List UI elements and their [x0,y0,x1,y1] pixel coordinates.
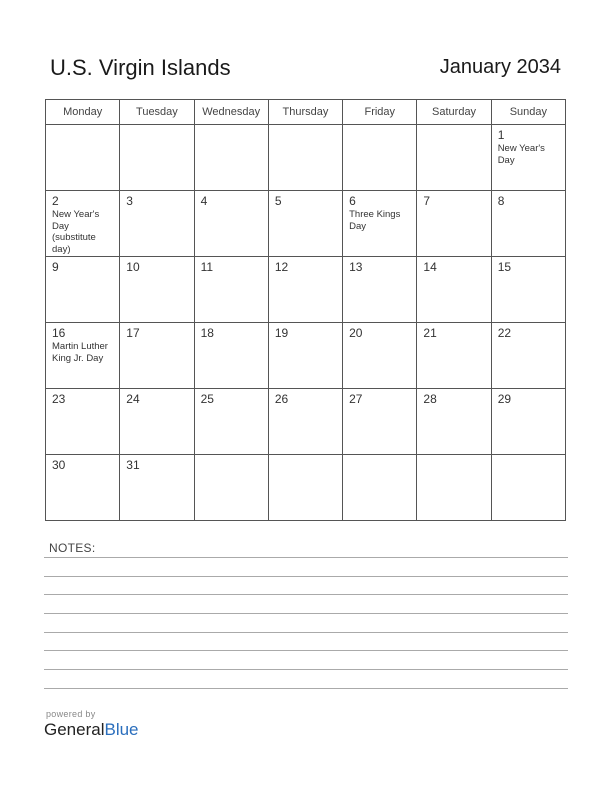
day-number: 6 [349,194,356,208]
calendar-empty-cell [417,125,491,191]
calendar-day-cell [46,257,120,323]
calendar-day-cell [120,455,194,521]
notes-line [44,650,568,651]
calendar-week-row [46,191,566,257]
weekday-header-saturday: Saturday [417,100,491,125]
notes-line [44,632,568,633]
day-number: 21 [423,326,437,340]
weekday-header-tuesday: Tuesday [120,100,194,125]
holiday-label: Martin Luther King Jr. Day [52,341,108,364]
weekday-header-monday: Monday [46,100,120,125]
day-number: 24 [126,392,140,406]
day-number: 1 [497,128,505,142]
day-number: 20 [349,326,363,340]
day-number: 19 [274,326,289,340]
day-number: 11 [200,260,214,274]
calendar-empty-cell [343,125,417,191]
notes-line [44,613,568,614]
calendar-day-cell [491,389,565,455]
calendar-day-cell [46,455,120,521]
calendar-day-cell [46,191,120,257]
weekday-header-thursday: Thursday [268,100,342,125]
calendar-day-cell [343,323,417,389]
notes-line [44,594,568,595]
day-number: 27 [349,392,363,406]
day-number: 16 [52,326,66,340]
day-number: 30 [52,458,66,472]
day-number: 18 [200,326,214,340]
calendar-month-title: January 2034 [439,56,561,78]
day-number: 2 [52,194,59,208]
calendar-day-cell [343,389,417,455]
notes-line [44,688,568,689]
calendar-week-row [46,323,566,389]
notes-line [44,557,568,558]
day-number: 10 [126,260,140,274]
calendar-day-cell [417,389,491,455]
calendar-empty-cell [417,455,491,521]
weekday-header-friday: Friday [343,100,417,125]
calendar-day-cell [343,191,417,257]
calendar-day-cell [194,257,268,323]
calendar-country-title: U.S. Virgin Islands [50,55,231,80]
day-number: 4 [200,194,208,208]
generalblue-logo[interactable] [44,720,139,740]
notes-line [44,669,568,670]
calendar-day-cell [46,323,120,389]
calendar-day-cell [120,191,194,257]
calendar-empty-cell [194,125,268,191]
logo-general-text: General [44,720,105,739]
day-number: 29 [497,392,512,406]
day-number: 7 [423,194,431,208]
calendar-day-cell [268,389,342,455]
calendar-week-row [46,389,566,455]
holiday-label: Three Kings Day [349,209,401,232]
calendar-empty-cell [194,455,268,521]
day-number: 28 [423,392,437,406]
calendar-day-cell [491,191,565,257]
calendar-week-row [46,125,566,191]
calendar-empty-cell [491,455,565,521]
day-number: 13 [349,260,363,274]
calendar-day-cell [417,191,491,257]
calendar-day-cell [268,191,342,257]
calendar-day-cell [120,323,194,389]
calendar-day-cell [417,257,491,323]
calendar-empty-cell [268,455,342,521]
powered-by-text: powered by [46,709,96,719]
day-number: 8 [497,194,505,208]
calendar-empty-cell [343,455,417,521]
calendar-day-cell [46,389,120,455]
day-number: 31 [126,458,140,472]
calendar-body [46,125,566,521]
calendar-week-row [46,455,566,521]
day-number: 22 [497,326,512,340]
day-number: 5 [274,194,282,208]
calendar-day-cell [417,323,491,389]
day-number: 14 [423,260,437,274]
holiday-label: New Year's Day (substitute day) [52,209,100,255]
calendar-day-cell [491,125,565,191]
day-number: 12 [274,260,289,274]
logo-blue-text: Blue [104,720,139,739]
holiday-label: New Year's Day [497,143,545,166]
notes-line [44,576,568,577]
calendar-day-cell [491,257,565,323]
calendar-empty-cell [46,125,120,191]
weekday-header-wednesday: Wednesday [194,100,268,125]
day-number: 26 [274,392,289,406]
calendar-day-cell [194,323,268,389]
day-number: 9 [52,260,59,274]
day-number: 15 [497,260,512,274]
day-number: 25 [200,392,214,406]
notes-label: NOTES: [49,541,96,555]
day-number: 23 [52,392,66,406]
day-number: 17 [126,326,140,340]
calendar-day-cell [120,257,194,323]
calendar-day-cell [491,323,565,389]
calendar-week-row [46,257,566,323]
calendar-day-cell [120,389,194,455]
calendar-day-cell [268,257,342,323]
calendar-grid [45,99,566,521]
weekday-header-sunday: Sunday [491,100,565,125]
calendar-empty-cell [268,125,342,191]
calendar-day-cell [268,323,342,389]
calendar-day-cell [343,257,417,323]
day-number: 3 [126,194,133,208]
calendar-empty-cell [120,125,194,191]
weekday-header-row [46,100,566,125]
calendar-day-cell [194,191,268,257]
calendar-day-cell [194,389,268,455]
